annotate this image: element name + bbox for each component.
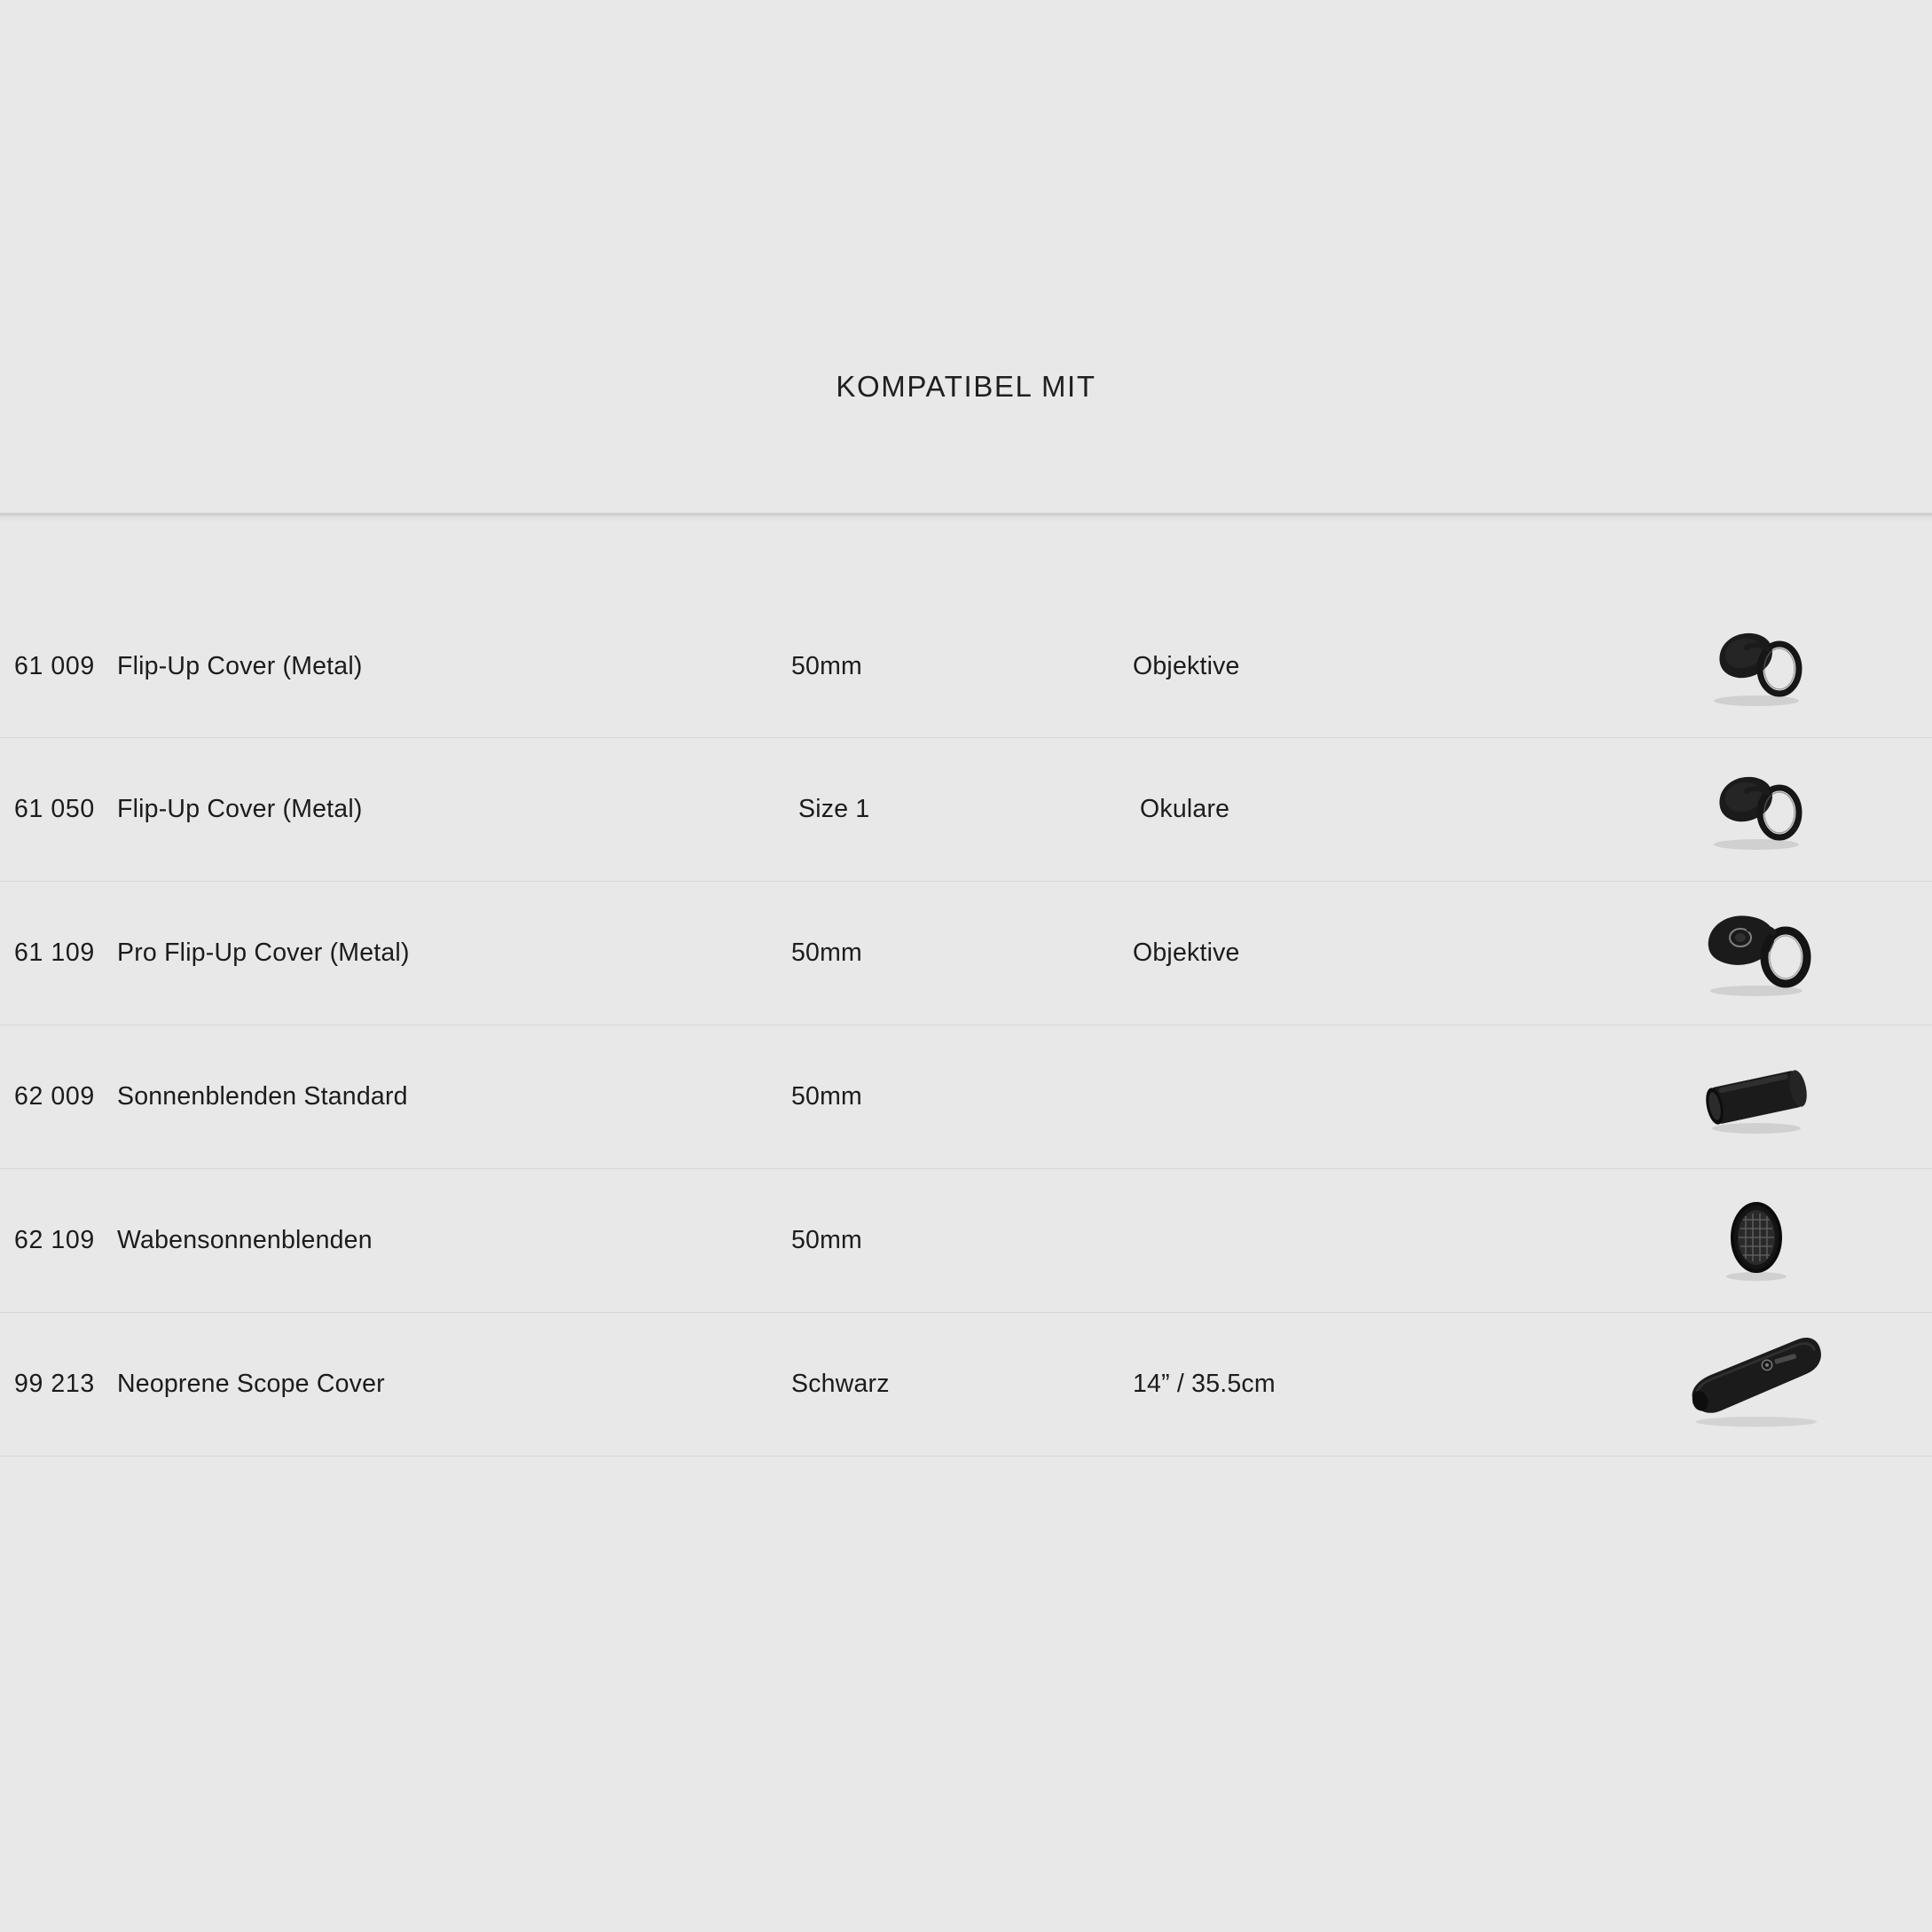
header-divider-shadow xyxy=(0,515,1932,522)
table-row xyxy=(0,1313,1932,1457)
row-code: 61 009 xyxy=(14,651,95,680)
row-spec: Schwarz xyxy=(791,1370,890,1398)
row-code: 61 050 xyxy=(14,795,95,823)
row-name: Flip-Up Cover (Metal) xyxy=(117,651,363,680)
row-extra: Objektive xyxy=(1133,651,1240,680)
compatibility-table xyxy=(0,594,1932,1457)
row-code: 62 009 xyxy=(14,1082,95,1111)
row-spec: 50mm xyxy=(791,651,862,680)
flip-up-cover-metal-icon xyxy=(1672,757,1841,863)
neoprene-scope-cover-icon xyxy=(1672,1331,1841,1438)
row-code: 61 109 xyxy=(14,939,95,967)
row-spec: 50mm xyxy=(791,1082,862,1111)
row-name: Flip-Up Cover (Metal) xyxy=(117,795,363,823)
row-image-cell xyxy=(1630,1313,1932,1456)
row-extra: 14” / 35.5cm xyxy=(1133,1370,1276,1398)
row-image-cell xyxy=(1630,1169,1932,1312)
row-image-cell xyxy=(1630,595,1932,737)
table-row xyxy=(0,738,1932,882)
row-extra: Objektive xyxy=(1133,939,1240,967)
table-row xyxy=(0,1169,1932,1313)
table-row xyxy=(0,882,1932,1025)
pro-flip-up-cover-metal-icon xyxy=(1672,900,1841,1007)
row-spec: 50mm xyxy=(791,1226,862,1254)
row-image-cell xyxy=(1630,738,1932,881)
row-name: Sonnenblenden Standard xyxy=(117,1082,408,1111)
page-header xyxy=(0,0,1932,514)
row-extra: Okulare xyxy=(1140,795,1230,823)
page-title: KOMPATIBEL MIT xyxy=(836,370,1096,403)
table-row xyxy=(0,1025,1932,1169)
row-name: Wabensonnenblenden xyxy=(117,1226,373,1254)
sonnenblende-standard-icon xyxy=(1672,1044,1841,1151)
row-code: 99 213 xyxy=(14,1370,95,1398)
row-name: Pro Flip-Up Cover (Metal) xyxy=(117,939,410,967)
row-code: 62 109 xyxy=(14,1226,95,1254)
row-image-cell xyxy=(1630,882,1932,1025)
table-row xyxy=(0,594,1932,738)
flip-up-cover-metal-icon xyxy=(1672,613,1841,719)
row-spec: 50mm xyxy=(791,939,862,967)
row-spec: Size 1 xyxy=(798,795,870,823)
wabensonnenblende-icon xyxy=(1672,1188,1841,1294)
row-image-cell xyxy=(1630,1025,1932,1168)
row-name: Neoprene Scope Cover xyxy=(117,1370,385,1398)
